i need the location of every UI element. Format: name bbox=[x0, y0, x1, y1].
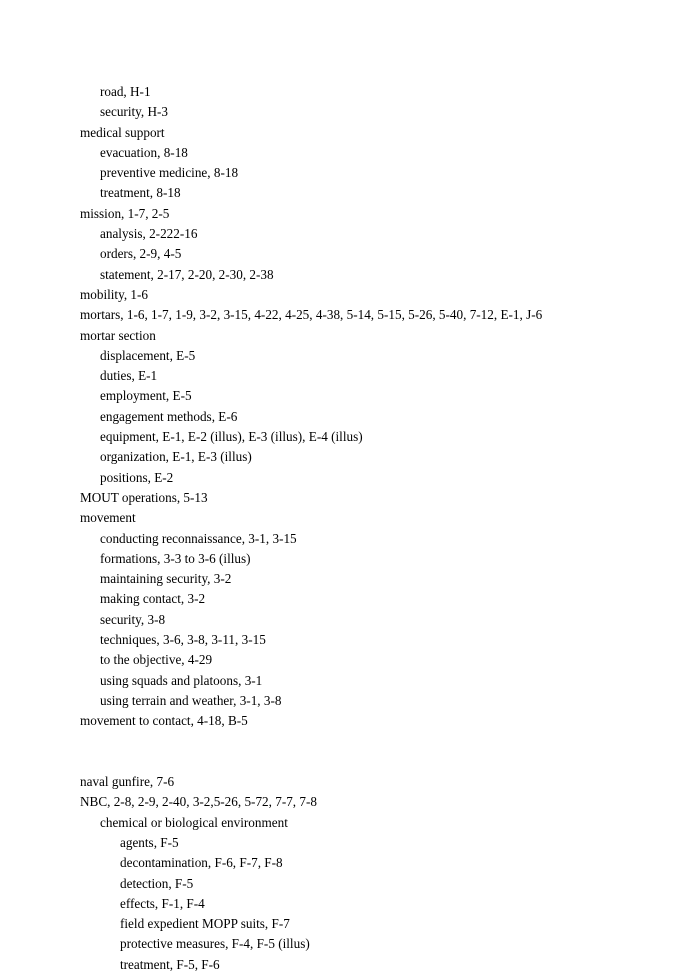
index-entry: displacement, E-5 bbox=[100, 347, 196, 363]
index-entry: detection, F-5 bbox=[120, 875, 194, 891]
index-entry: MOUT operations, 5-13 bbox=[80, 489, 208, 505]
index-entry: using squads and platoons, 3-1 bbox=[100, 672, 263, 688]
index-entry: evacuation, 8-18 bbox=[100, 144, 188, 160]
index-entry: maintaining security, 3-2 bbox=[100, 571, 232, 587]
index-entry: duties, E-1 bbox=[100, 368, 158, 384]
index-entry: organization, E-1, E-3 (illus) bbox=[100, 449, 252, 465]
index-entry: analysis, 2-222-16 bbox=[100, 226, 198, 242]
index-entry: equipment, E-1, E-2 (illus), E-3 (illus), E-4 (illus) bbox=[100, 429, 363, 445]
index-entry: positions, E-2 bbox=[100, 469, 174, 485]
index-entry: statement, 2-17, 2-20, 2-30, 2-38 bbox=[100, 266, 274, 282]
index-entry: decontamination, F-6, F-7, F-8 bbox=[120, 855, 283, 871]
index-entry: agents, F-5 bbox=[120, 834, 179, 850]
index-entry: effects, F-1, F-4 bbox=[120, 895, 205, 911]
index-entry: mobility, 1-6 bbox=[80, 286, 149, 302]
index-entry: treatment, 8-18 bbox=[100, 185, 181, 201]
index-entry: treatment, F-5, F-6 bbox=[120, 956, 220, 972]
index-entry: road, H-1 bbox=[100, 84, 151, 99]
index-entry: security, H-3 bbox=[100, 104, 168, 120]
index-entry: movement bbox=[80, 510, 136, 526]
index-entry: protective measures, F-4, F-5 (illus) bbox=[120, 936, 310, 952]
index-entry-list bbox=[80, 82, 635, 975]
index-entry: field expedient MOPP suits, F-7 bbox=[120, 916, 290, 932]
index-entry: movement to contact, 4-18, B-5 bbox=[80, 713, 248, 729]
index-entry: using terrain and weather, 3-1, 3-8 bbox=[100, 692, 282, 708]
index-entry: NBC, 2-8, 2-9, 2-40, 3-2,5-26, 5-72, 7-7, 7-8 bbox=[80, 794, 317, 810]
index-entry: naval gunfire, 7-6 bbox=[80, 774, 175, 790]
index-entry: chemical or biological environment bbox=[100, 814, 288, 830]
index-entry: mission, 1-7, 2-5 bbox=[80, 205, 170, 221]
index-entry: preventive medicine, 8-18 bbox=[100, 165, 239, 181]
index-entry: techniques, 3-6, 3-8, 3-11, 3-15 bbox=[100, 632, 266, 648]
index-entry: mortar section bbox=[80, 327, 156, 343]
index-entry: employment, E-5 bbox=[100, 388, 192, 404]
index-entry: formations, 3-3 to 3-6 (illus) bbox=[100, 550, 251, 566]
index-entry: to the objective, 4-29 bbox=[100, 652, 213, 668]
index-entry: medical support bbox=[80, 124, 165, 140]
index-entry: making contact, 3-2 bbox=[100, 591, 206, 607]
index-entry: mortars, 1-6, 1-7, 1-9, 3-2, 3-15, 4-22, 4-25, 4-38, 5-14, 5-15, 5-26, 5-40, 7-12, E-1, J-6 bbox=[80, 307, 543, 323]
index-entry: conducting reconnaissance, 3-1, 3-15 bbox=[100, 530, 297, 546]
index-entry: orders, 2-9, 4-5 bbox=[100, 246, 182, 262]
index-spacer bbox=[80, 732, 635, 773]
index-entry: security, 3-8 bbox=[100, 611, 166, 627]
index-entry: engagement methods, E-6 bbox=[100, 408, 238, 424]
